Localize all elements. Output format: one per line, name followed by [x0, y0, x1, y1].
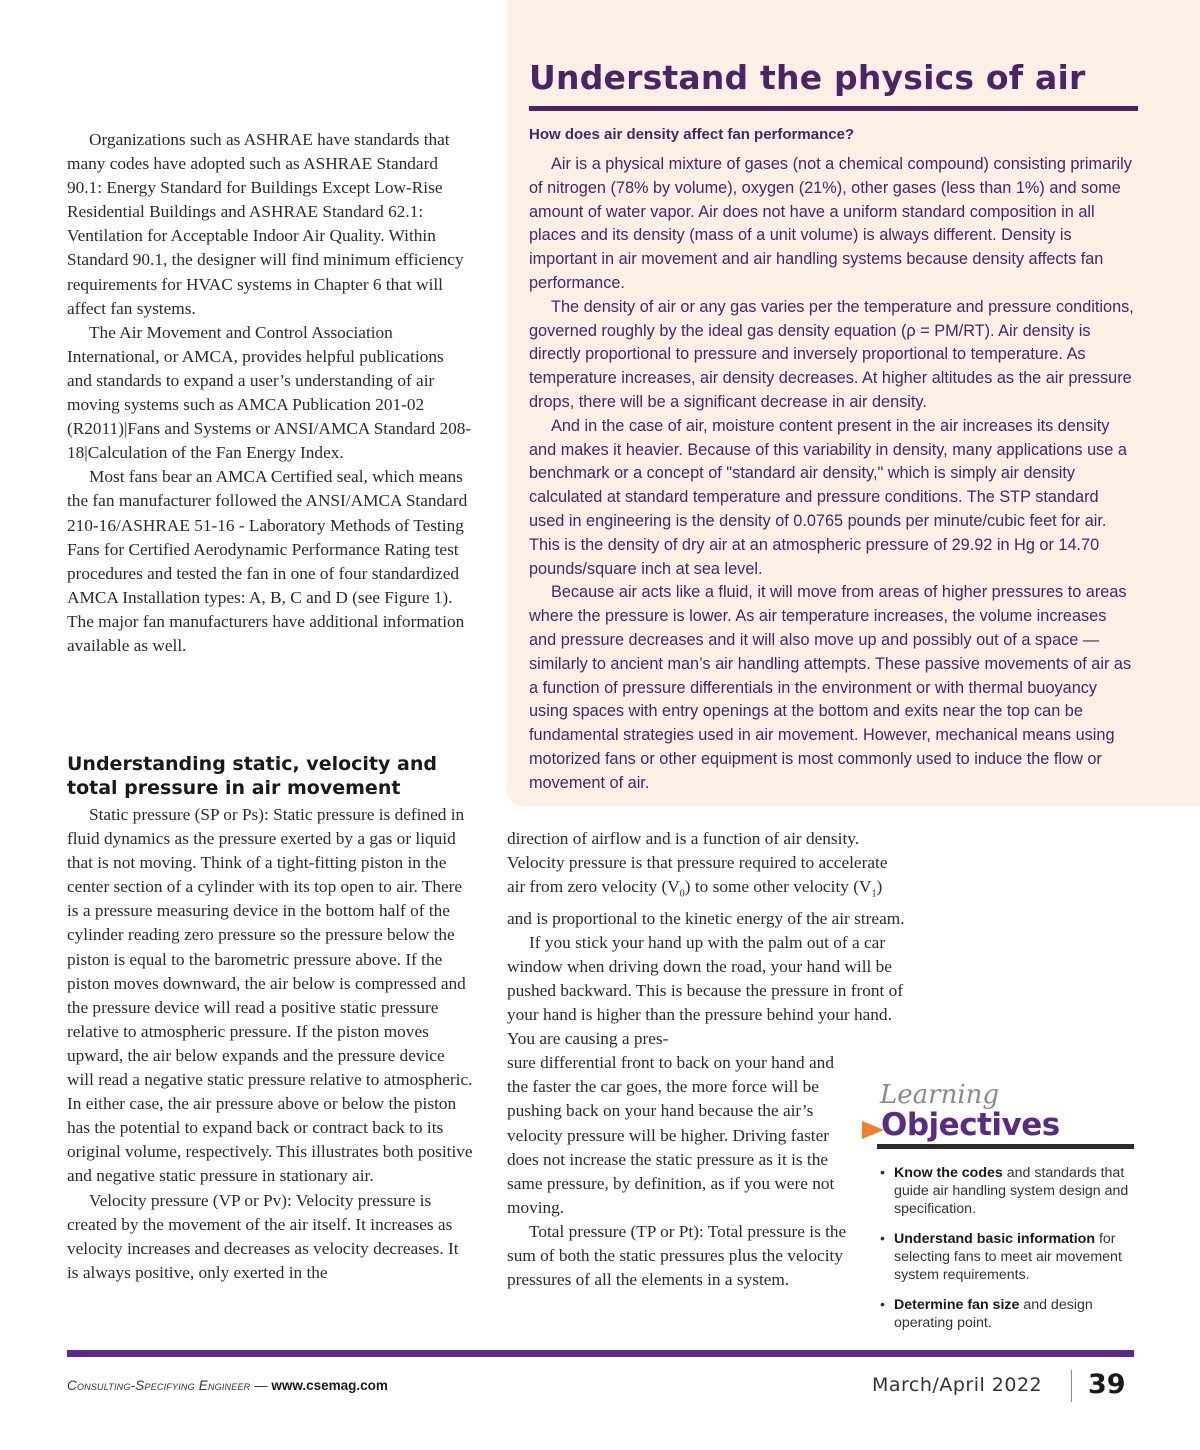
- magazine-name: Consulting-Specifying Engineer: [67, 1378, 251, 1393]
- sidebar-subheading: How does air density affect fan performance?: [529, 126, 855, 143]
- column-1-pressure: [67, 803, 474, 1285]
- objective-item: • Determine fan size and design operating point.: [880, 1297, 1093, 1331]
- objectives-list: [880, 1164, 1132, 1344]
- body-paragraph: Total pressure (TP or Pt): Total pressure is the sum of both the static pressures plus the velocity pressures of all the elements in a system.: [507, 1221, 847, 1290]
- objective-item: • Know the codes and standards that guide air handling system design and specification.: [880, 1165, 1129, 1217]
- footer-rule: [67, 1350, 1134, 1357]
- sidebar-title: Understand the physics of air: [529, 58, 1086, 97]
- column-2: [507, 827, 907, 1292]
- sidebar-body: [529, 153, 1138, 796]
- page-number: 39: [1088, 1369, 1126, 1400]
- section-heading: Understanding static, velocity and total pressure in air movement: [67, 753, 437, 799]
- footer-separator: [1071, 1370, 1072, 1402]
- bullet-icon: •: [880, 1231, 885, 1247]
- body-paragraph: Velocity pressure (VP or Pv): Velocity pressure is created by the movement of the air itself. It increases as velocity increases and decreases as velocity decreases. It is always positive, only exerted in the: [67, 1190, 459, 1282]
- sidebar-paragraph: Air is a physical mixture of gases (not a chemical compound) consisting primarily of nitrogen (78% by volume), oxygen (21%), other gases (less than 1%) and some amount of water vapor. Air does not have a uniform standard composition in all places and its density (mass of a unit volume) is always different. Density is important in air movement and air handling systems because density affects fan performance.: [529, 155, 1132, 292]
- learning-objectives-box: [862, 1080, 1134, 1340]
- bullet-icon: •: [880, 1165, 885, 1181]
- sidebar-paragraph: The density of air or any gas varies per the temperature and pressure conditions, governed roughly by the ideal gas density equation (ρ = PM/RT). Air density is directly proportional to pressure and inversely proportional to temperature. As temperature increases, air density decreases. At higher altitudes as the air pressure drops, there will be a significant decrease in air density.: [529, 297, 1134, 411]
- body-paragraph: direction of airflow and is a function of air density. Velocity pressure is that pressure required to accelerate air from zero velocity $(V_0)$ to some other velocity $(V_1)$ and is proportional to the kinetic energy of the air stream.: [507, 829, 905, 928]
- bullet-icon: •: [880, 1297, 885, 1313]
- body-paragraph: The Air Movement and Control Association International, or AMCA, provides helpful publications and standards to expand a user’s understanding of air moving systems such as AMCA Publication 201-02 (R2011)|Fans and Systems or ANSI/AMCA Standard 208-18|Calculation of the Fan Energy Index.: [67, 322, 472, 463]
- footer-masthead: Consulting-Specifying Engineer — www.csemag.com: [67, 1378, 388, 1393]
- learning-label: Learning: [880, 1080, 1000, 1110]
- body-paragraph: Static pressure (SP or Ps): Static pressure is defined in fluid dynamics as the pressure exerted by a gas or liquid that is not moving. Think of a tight-fitting piston in the center section of a cylinder with its top open to air. There is a pressure measuring device in the bottom half of the cylinder reading zero pressure so the pressure below the piston is equal to the barometric pressure above. If the piston moves downward, the air below is compressed and the pressure device will read a positive static pressure relative to atmospheric pressure. If the piston moves upward, the air below expands and the pressure device will read a negative static pressure relative to atmospheric. In either case, the air pressure above or below the piston has the potential to expand back or contract back to its original volume, respectively. This illustrates both positive and negative static pressure in stationary air.: [67, 805, 473, 1186]
- sidebar-paragraph: And in the case of air, moisture content present in the air increases its density and makes it heavier. Because of this variability in density, many applications use a benchmark or a concept of "standard air density," which is simply air density calculated at standard temperature and pressure conditions. The STP standard used in engineering is the density of 0.0765 pounds per minute/cubic feet for air. This is the density of dry air at an atmospheric pressure of 29.92 in Hg or 14.70 pounds/square inch at sea level.: [529, 416, 1127, 578]
- objective-item: • Understand basic information for selecting fans to meet air movement system requirements.: [880, 1231, 1122, 1283]
- sidebar-paragraph: Because air acts like a fluid, it will move from areas of higher pressures to areas where the pressure is lower. As air temperature increases, the volume increases and pressure decreases and it will also move up and possibly out of a space — similarly to ancient man’s air handling attempts. These passive movements of air as a function of pressure differentials in the environment or with thermal buoyancy using spaces with entry openings at the bottom and exits near the top can be fundamental strategies used in air movement. However, mechanical means using motorized fans or other equipment is most commonly used to induce the flow or movement of air.: [529, 583, 1132, 792]
- body-paragraph: Organizations such as ASHRAE have standards that many codes have adopted such as ASHRAE Standard 90.1: Energy Standard for Buildings Except Low-Rise Residential Buildings and ASHRAE Standard 62.1: Ventilation for Acceptable Indoor Air Quality. Within Standard 90.1, the designer will find minimum efficiency requirements for HVAC systems in Chapter 6 that will affect fan systems.: [67, 130, 464, 318]
- sidebar-title-rule: [529, 106, 1138, 111]
- body-paragraph: Most fans bear an AMCA Certified seal, which means the fan manufacturer followed the ANSI/AMCA Standard 210-16/ASHRAE 51-16 - Laboratory Methods of Testing Fans for Certified Aerodynamic Performance Rating test procedures and tested the fan in one of four standardized AMCA Installation types: A, B, C and D (see Figure 1). The major fan manufacturers have additional information available as well.: [67, 467, 468, 655]
- issue-date: March/April 2022: [872, 1374, 1043, 1396]
- physics-of-air-sidebar: [507, 0, 1200, 806]
- magazine-url[interactable]: www.csemag.com: [271, 1378, 388, 1393]
- column-1-intro: [67, 128, 472, 658]
- body-paragraph: If you stick your hand up with the palm out of a car window when driving down the road, your hand will be pushed backward. This is because the pressure in front of your hand is higher than the pressure behind your hand. You are causing a pres-: [507, 932, 904, 1049]
- body-paragraph-continued: sure differential front to back on your hand and the faster the car goes, the more force will be pushing back on your hand because the air’s velocity pressure will be higher. Driving faster does not increase the static pressure as it is the same pressure, by definition, as if you were not moving.: [507, 1053, 835, 1217]
- objectives-rule: [877, 1144, 1134, 1149]
- objectives-label: Objectives: [881, 1107, 1060, 1143]
